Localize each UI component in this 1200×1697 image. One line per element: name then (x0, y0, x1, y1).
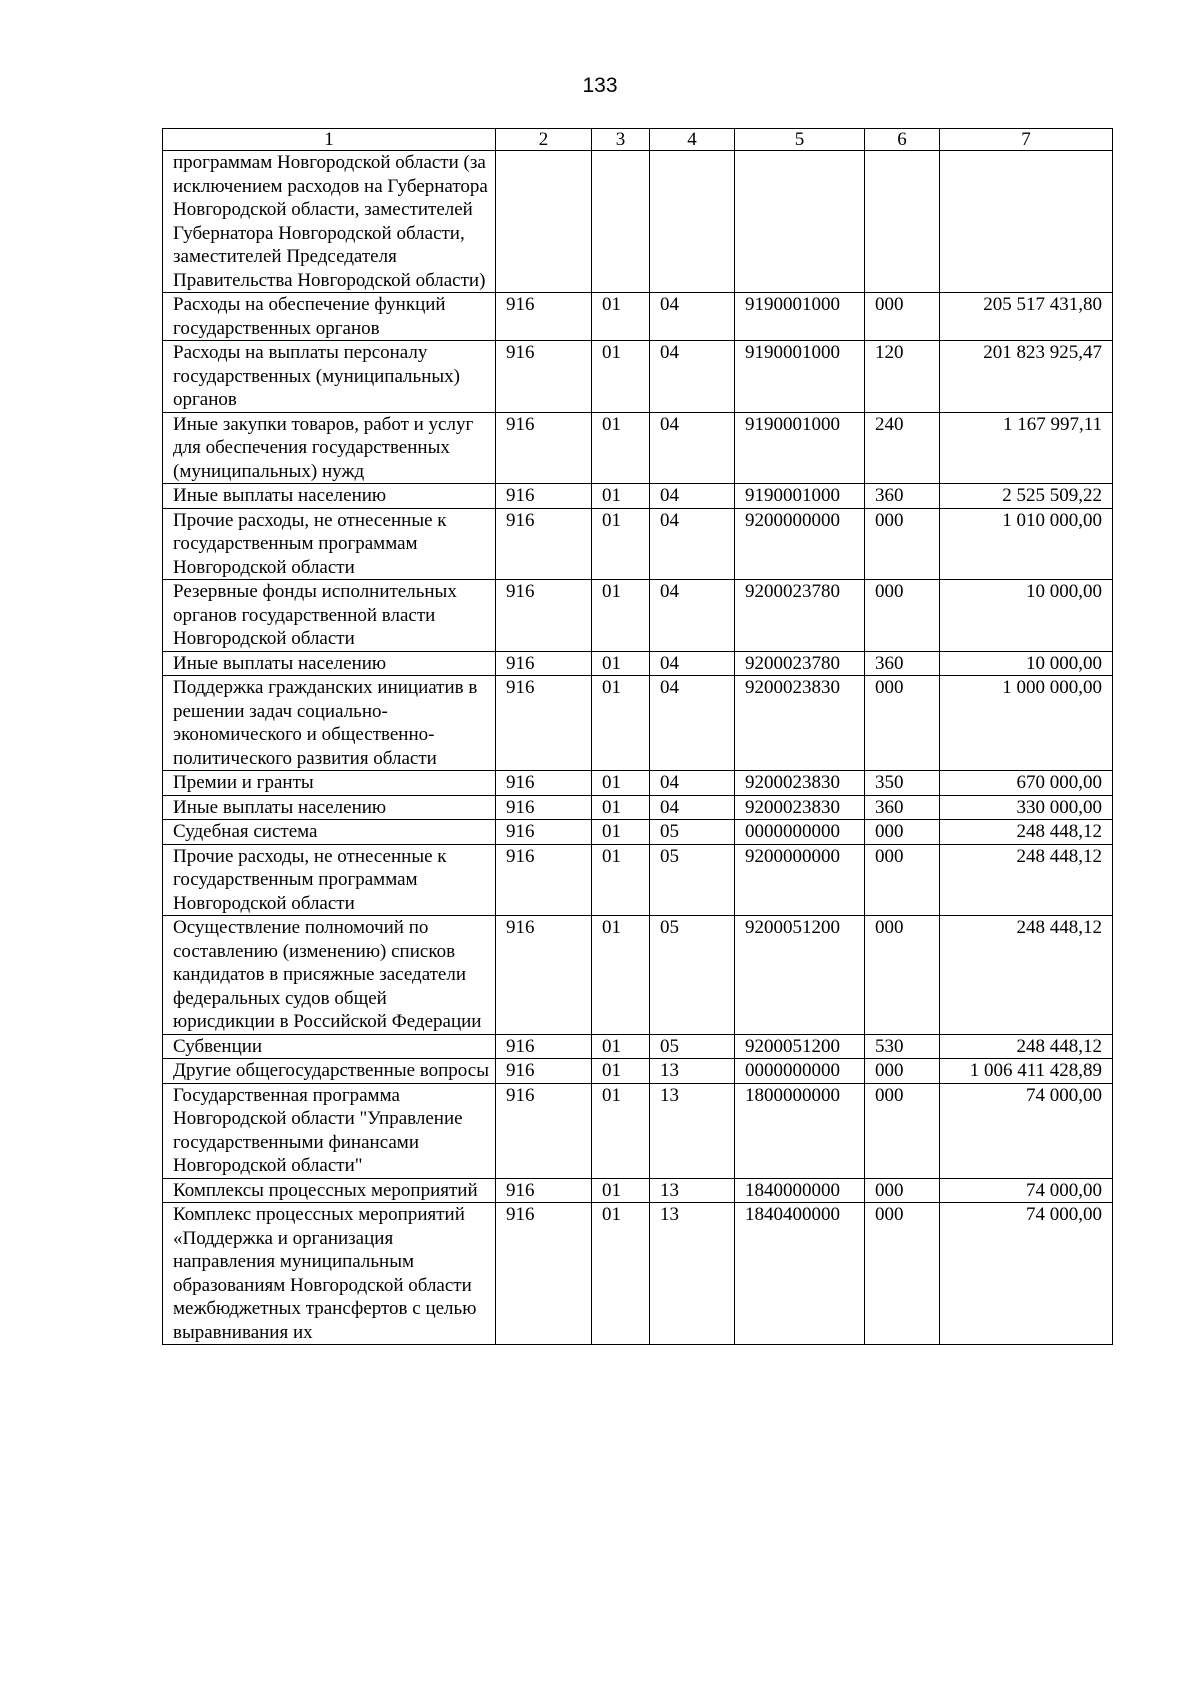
cell-grbs: 916 (496, 412, 592, 484)
cell-grbs: 916 (496, 1178, 592, 1203)
cell-name: Прочие расходы, не отнесенные к государственным программам Новгородской области (163, 508, 496, 580)
table-row (163, 580, 1113, 652)
cell-section: 01 (592, 771, 650, 796)
table-row (163, 293, 1113, 341)
cell-amount: 330 000,00 (940, 795, 1113, 820)
table-row (163, 1083, 1113, 1178)
cell-expense-type: 000 (865, 580, 940, 652)
table-row (163, 676, 1113, 771)
cell-name: Поддержка гражданских инициатив в решении задач социально-экономического и общественно-политического развития области (163, 676, 496, 771)
header-col-3: 3 (592, 129, 650, 151)
cell-subsection: 04 (650, 651, 735, 676)
cell-amount: 205 517 431,80 (940, 293, 1113, 341)
cell-subsection: 13 (650, 1178, 735, 1203)
table-row (163, 151, 1113, 293)
cell-subsection: 04 (650, 412, 735, 484)
cell-name: программам Новгородской области (за исключением расходов на Губернатора Новгородской области, заместителей Губернатора Новгородской области, заместителей Председателя Правительства Новгородской области) (163, 151, 496, 293)
cell-expense-type: 000 (865, 508, 940, 580)
cell-subsection: 13 (650, 1059, 735, 1084)
cell-amount: 248 448,12 (940, 844, 1113, 916)
table-header-row (163, 129, 1113, 151)
cell-amount: 248 448,12 (940, 820, 1113, 845)
table-row (163, 412, 1113, 484)
cell-expense-type: 000 (865, 820, 940, 845)
cell-target-article: 1800000000 (735, 1083, 865, 1178)
cell-grbs: 916 (496, 676, 592, 771)
cell-section: 01 (592, 580, 650, 652)
cell-section: 01 (592, 844, 650, 916)
cell-name: Комплекс процессных мероприятий «Поддержка и организация направления муниципальным образованиям Новгородской области межбюджетных трансфертов с целью выравнивания их (163, 1203, 496, 1345)
cell-expense-type: 530 (865, 1034, 940, 1059)
cell-target-article (735, 151, 865, 293)
cell-subsection: 04 (650, 771, 735, 796)
cell-section: 01 (592, 508, 650, 580)
table-row (163, 484, 1113, 509)
cell-amount: 74 000,00 (940, 1083, 1113, 1178)
cell-expense-type: 350 (865, 771, 940, 796)
cell-grbs: 916 (496, 293, 592, 341)
cell-amount (940, 151, 1113, 293)
cell-expense-type: 000 (865, 916, 940, 1035)
cell-subsection (650, 151, 735, 293)
cell-subsection: 05 (650, 820, 735, 845)
cell-name: Судебная система (163, 820, 496, 845)
cell-amount: 201 823 925,47 (940, 341, 1113, 413)
cell-grbs: 916 (496, 484, 592, 509)
cell-subsection: 04 (650, 508, 735, 580)
cell-section: 01 (592, 412, 650, 484)
table-row (163, 820, 1113, 845)
cell-grbs: 916 (496, 508, 592, 580)
cell-amount: 10 000,00 (940, 651, 1113, 676)
cell-name: Осуществление полномочий по составлению (изменению) списков кандидатов в присяжные заседатели федеральных судов общей юрисдикции в Российской Федерации (163, 916, 496, 1035)
cell-grbs: 916 (496, 771, 592, 796)
cell-target-article: 9200000000 (735, 508, 865, 580)
cell-name: Государственная программа Новгородской области "Управление государственными финансами Новгородской области" (163, 1083, 496, 1178)
cell-expense-type: 000 (865, 1178, 940, 1203)
header-col-1: 1 (163, 129, 496, 151)
cell-amount: 248 448,12 (940, 916, 1113, 1035)
cell-name: Субвенции (163, 1034, 496, 1059)
cell-name: Иные выплаты населению (163, 795, 496, 820)
cell-expense-type: 000 (865, 1203, 940, 1345)
cell-amount: 74 000,00 (940, 1203, 1113, 1345)
cell-name: Расходы на обеспечение функций государственных органов (163, 293, 496, 341)
cell-grbs: 916 (496, 651, 592, 676)
cell-grbs: 916 (496, 844, 592, 916)
cell-amount: 10 000,00 (940, 580, 1113, 652)
header-col-5: 5 (735, 129, 865, 151)
cell-amount: 1 167 997,11 (940, 412, 1113, 484)
budget-table (162, 128, 1113, 1345)
cell-amount: 248 448,12 (940, 1034, 1113, 1059)
cell-section: 01 (592, 293, 650, 341)
cell-target-article: 9200023830 (735, 676, 865, 771)
cell-target-article: 0000000000 (735, 1059, 865, 1084)
cell-expense-type: 360 (865, 795, 940, 820)
header-col-2: 2 (496, 129, 592, 151)
cell-section: 01 (592, 795, 650, 820)
cell-grbs: 916 (496, 1203, 592, 1345)
cell-section: 01 (592, 1059, 650, 1084)
cell-grbs: 916 (496, 916, 592, 1035)
cell-name: Резервные фонды исполнительных органов государственной власти Новгородской области (163, 580, 496, 652)
table-row (163, 1203, 1113, 1345)
cell-amount: 1 000 000,00 (940, 676, 1113, 771)
cell-amount: 74 000,00 (940, 1178, 1113, 1203)
cell-expense-type: 360 (865, 651, 940, 676)
table-row (163, 795, 1113, 820)
table-row (163, 651, 1113, 676)
cell-section: 01 (592, 676, 650, 771)
cell-section: 01 (592, 1034, 650, 1059)
cell-amount: 1 006 411 428,89 (940, 1059, 1113, 1084)
cell-section (592, 151, 650, 293)
cell-name: Другие общегосударственные вопросы (163, 1059, 496, 1084)
cell-target-article: 1840000000 (735, 1178, 865, 1203)
table-row (163, 341, 1113, 413)
cell-amount: 1 010 000,00 (940, 508, 1113, 580)
cell-grbs: 916 (496, 341, 592, 413)
table-row (163, 916, 1113, 1035)
cell-grbs: 916 (496, 795, 592, 820)
cell-section: 01 (592, 1178, 650, 1203)
cell-subsection: 04 (650, 676, 735, 771)
cell-grbs (496, 151, 592, 293)
cell-subsection: 05 (650, 916, 735, 1035)
cell-target-article: 9200023830 (735, 795, 865, 820)
cell-name: Расходы на выплаты персоналу государственных (муниципальных) органов (163, 341, 496, 413)
cell-expense-type: 000 (865, 1059, 940, 1084)
cell-target-article: 9190001000 (735, 484, 865, 509)
cell-target-article: 9200051200 (735, 1034, 865, 1059)
cell-subsection: 04 (650, 341, 735, 413)
cell-expense-type: 240 (865, 412, 940, 484)
cell-section: 01 (592, 820, 650, 845)
cell-expense-type: 000 (865, 676, 940, 771)
cell-expense-type (865, 151, 940, 293)
cell-section: 01 (592, 1083, 650, 1178)
table-row (163, 1178, 1113, 1203)
cell-subsection: 04 (650, 795, 735, 820)
cell-subsection: 13 (650, 1083, 735, 1178)
table-row (163, 1059, 1113, 1084)
table-row (163, 508, 1113, 580)
cell-section: 01 (592, 916, 650, 1035)
cell-target-article: 9190001000 (735, 341, 865, 413)
header-col-6: 6 (865, 129, 940, 151)
cell-section: 01 (592, 484, 650, 509)
cell-subsection: 04 (650, 293, 735, 341)
table-row (163, 844, 1113, 916)
cell-expense-type: 000 (865, 293, 940, 341)
header-col-4: 4 (650, 129, 735, 151)
cell-target-article: 9200023780 (735, 580, 865, 652)
cell-target-article: 9200023830 (735, 771, 865, 796)
cell-target-article: 9200051200 (735, 916, 865, 1035)
cell-name: Комплексы процессных мероприятий (163, 1178, 496, 1203)
table-row (163, 1034, 1113, 1059)
cell-target-article: 0000000000 (735, 820, 865, 845)
cell-subsection: 05 (650, 844, 735, 916)
cell-name: Иные закупки товаров, работ и услуг для обеспечения государственных (муниципальных) нужд (163, 412, 496, 484)
cell-grbs: 916 (496, 820, 592, 845)
cell-grbs: 916 (496, 1059, 592, 1084)
header-col-7: 7 (940, 129, 1113, 151)
cell-grbs: 916 (496, 1083, 592, 1178)
cell-section: 01 (592, 651, 650, 676)
cell-section: 01 (592, 1203, 650, 1345)
cell-grbs: 916 (496, 1034, 592, 1059)
cell-target-article: 9190001000 (735, 412, 865, 484)
cell-amount: 670 000,00 (940, 771, 1113, 796)
cell-target-article: 1840400000 (735, 1203, 865, 1345)
cell-expense-type: 000 (865, 844, 940, 916)
cell-target-article: 9200000000 (735, 844, 865, 916)
cell-subsection: 04 (650, 484, 735, 509)
cell-section: 01 (592, 341, 650, 413)
cell-amount: 2 525 509,22 (940, 484, 1113, 509)
cell-target-article: 9190001000 (735, 293, 865, 341)
cell-target-article: 9200023780 (735, 651, 865, 676)
cell-expense-type: 360 (865, 484, 940, 509)
table-row (163, 771, 1113, 796)
cell-name: Иные выплаты населению (163, 484, 496, 509)
cell-grbs: 916 (496, 580, 592, 652)
cell-name: Премии и гранты (163, 771, 496, 796)
cell-name: Прочие расходы, не отнесенные к государственным программам Новгородской области (163, 844, 496, 916)
cell-name: Иные выплаты населению (163, 651, 496, 676)
page-number: 133 (582, 74, 618, 97)
cell-subsection: 13 (650, 1203, 735, 1345)
cell-expense-type: 000 (865, 1083, 940, 1178)
cell-subsection: 05 (650, 1034, 735, 1059)
cell-subsection: 04 (650, 580, 735, 652)
cell-expense-type: 120 (865, 341, 940, 413)
